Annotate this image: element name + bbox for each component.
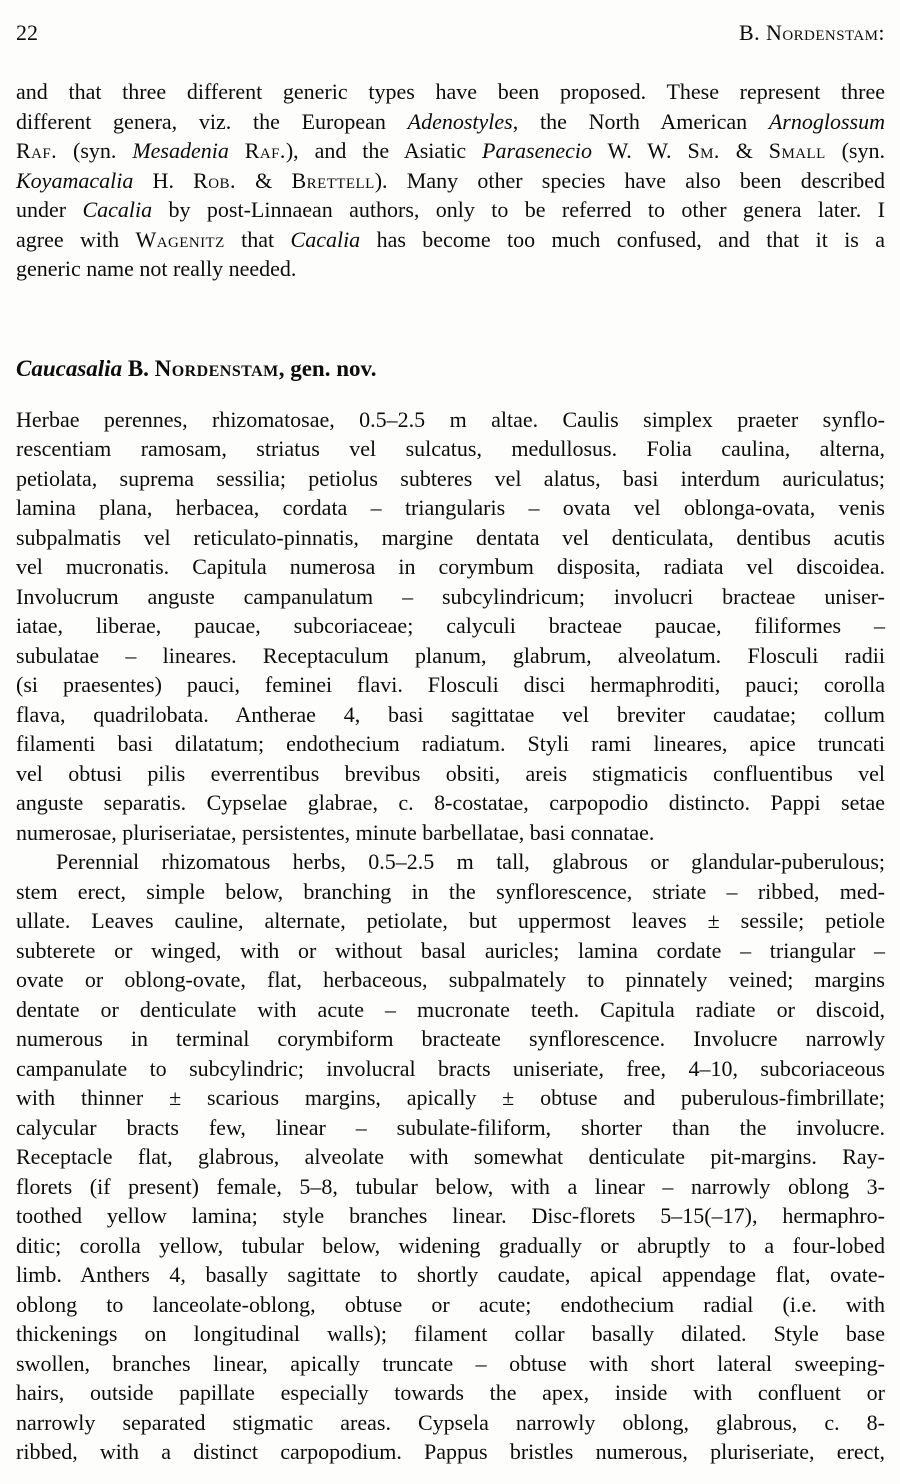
text-line: dentate or denticulate with acute – mucronate teeth. Capitula radiate or discoid, [16,996,885,1022]
text-line: (si praesentes) pauci, feminei flavi. Flosculi disci hermaphroditi, pauci; corolla [16,672,885,697]
text-line: thickenings on longitudinal walls); filament collar basally dilated. Style base [16,1321,885,1346]
text-line: numerosae, pluriseriatae, persistentes, minute barbellatae, basi connatae. [16,819,655,845]
text-line: Raf. (syn. Mesadenia Raf.), and the Asiatic Parasenecio W. W. Sm. & Small (syn. [16,138,885,163]
text-line: numerous in terminal corymbiform bracteate synflorescence. Involucre narrowly [16,1026,885,1051]
text-line: stem erect, simple below, branching in the synflorescence, striate – ribbed, med- [16,878,885,904]
text-line: subulatae – lineares. Receptaculum planum, glabrum, alveolatum. Flosculi radii [16,642,885,668]
text-line: limb. Anthers 4, basally sagittate to shortly caudate, apical appendage flat, ovate- [16,1262,885,1287]
text-line: subterete or winged, with or without basal auricles; lamina cordate – triangular – [16,937,885,963]
text-line: rescentiam ramosam, striatus vel sulcatus, medullosus. Folia caulina, alterna, [16,436,885,461]
text-line: ditic; corolla yellow, tubular below, widening gradually or abruptly to a four-lobed [16,1232,885,1258]
text-line: flava, quadrilobata. Antherae 4, basi sagittatae vel breviter caudatae; collum [16,701,885,727]
intro-paragraph [16,77,885,284]
text-line: Perennial rhizomatous herbs, 0.5–2.5 m tall, glabrous or glandular-puberulous; [56,849,885,874]
english-description-paragraph [16,847,885,1467]
page-number: 22 [16,20,38,45]
text-line: ovate or oblong-ovate, flat, herbaceous, subpalmately to pinnately veined; margins [16,967,885,992]
text-line: vel mucronatis. Capitula numerosa in corymbum disposita, radiata vel discoidea. [16,554,885,579]
text-line: hairs, outside papillate especially towards the apex, inside with confluent or [16,1380,885,1405]
text-line: swollen, branches linear, apically truncate – obtuse with short lateral sweeping- [16,1350,885,1376]
text-line: iatae, liberae, paucae, subcoriaceae; calyculi bracteae paucae, filiformes – [16,613,885,638]
running-head-author: B. Nordenstam: [739,20,885,45]
text-line: lamina plana, herbacea, cordata – triangularis – ovata vel oblonga-ovata, venis [16,495,885,520]
text-line: ullate. Leaves cauline, alternate, petiolate, but uppermost leaves ± sessile; petiole [16,908,885,933]
text-line: Koyamacalia H. Rob. & Brettell). Many other species have also been described [16,167,885,193]
text-line: agree with Wagenitz that Cacalia has become too much confused, and that it is a [16,226,886,252]
latin-diagnosis-paragraph [16,405,885,848]
text-line: vel obtusi pilis everrentibus brevibus obsiti, areis stigmaticis confluentibus vel [16,760,885,786]
text-line: petiolata, suprema sessilia; petiolus subteres vel alatus, basi interdum auriculatus; [16,465,885,491]
text-line: Involucrum anguste campanulatum – subcylindricum; involucri bracteae uniser- [16,583,885,609]
page-header [16,18,885,48]
text-line: generic name not really needed. [16,256,297,281]
text-line: and that three different generic types have been proposed. These represent three [16,79,885,104]
text-line: florets (if present) female, 5–8, tubular below, with a linear – narrowly oblong 3- [16,1173,885,1199]
text-line: oblong to lanceolate-oblong, obtuse or acute; endothecium radial (i.e. with [16,1291,885,1317]
text-line: ribbed, with a distinct carpopodium. Pappus bristles numerous, pluriseriate, erect, [16,1439,885,1464]
text-line: with thinner ± scarious margins, apically ± obtuse and puberulous-fimbrillate; [16,1085,885,1110]
text-line: anguste separatis. Cypselae glabrae, c. 8-costatae, carpopodio distincto. Pappi setae [16,790,885,815]
text-line: Herbae perennes, rhizomatosae, 0.5–2.5 m altae. Caulis simplex praeter synflo- [16,406,885,432]
text-line: Receptacle flat, glabrous, alveolate with somewhat denticulate pit-margins. Ray- [16,1144,885,1169]
text-line: Caucasalia B. Nordenstam, gen. nov. [16,355,377,381]
text-line: calycular bracts few, linear – subulate-filiform, shorter than the involucre. [16,1114,885,1140]
text-line: campanulate to subcylindric; involucral bracts uniseriate, free, 4–10, subcoriaceous [16,1055,885,1081]
text-line: filamenti basi dilatatum; endothecium radiatum. Styli rami lineares, apice truncati [16,731,885,756]
genus-heading [16,353,885,385]
text-line: narrowly separated stigmatic areas. Cypsela narrowly oblong, glabrous, c. 8- [16,1409,885,1435]
text-line: under Cacalia by post-Linnaean authors, only to be referred to other genera later. I [16,197,885,222]
text-line: subpalmatis vel reticulato-pinnatis, margine dentata vel denticulata, dentibus acutis [16,524,885,550]
text-line: toothed yellow lamina; style branches linear. Disc-florets 5–15(–17), hermaphro- [16,1203,885,1228]
text-line: different genera, viz. the European Adenostyles, the North American Arnoglossum [16,108,885,134]
